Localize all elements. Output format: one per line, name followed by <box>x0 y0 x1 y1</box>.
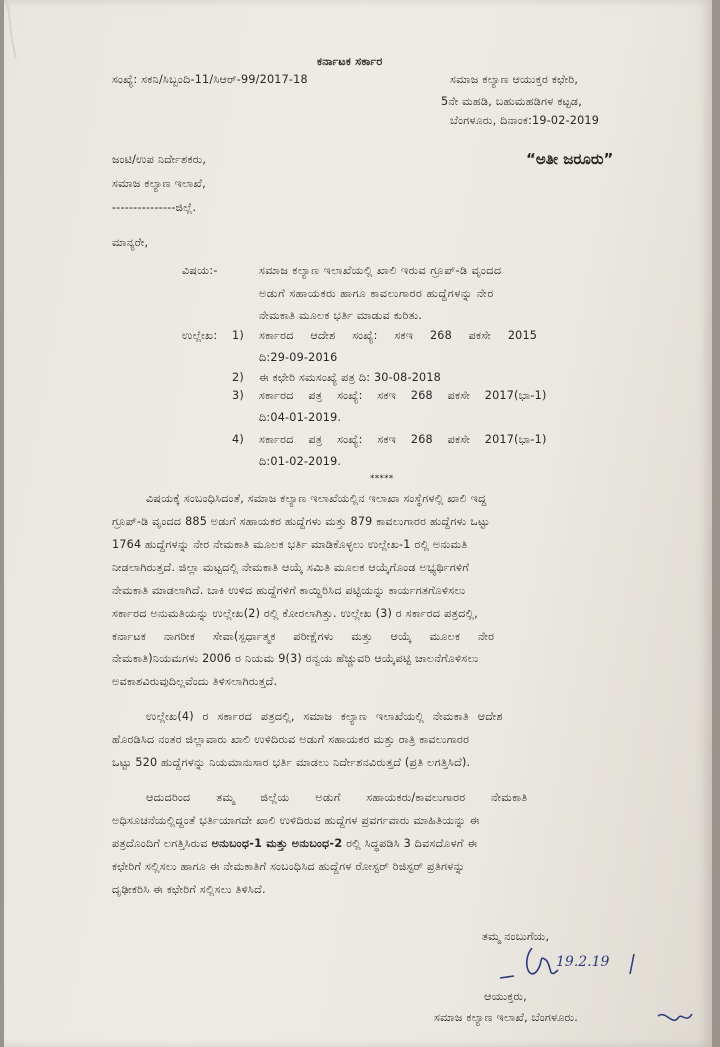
letter-date: ಬೆಂಗಳೂರು, ದಿನಾಂಕ:19-02-2019 <box>450 114 600 127</box>
urgent-label: “ಅತೀ ಜರೂರು” <box>526 150 614 168</box>
reference-num: 2) <box>232 371 244 384</box>
addressee-line2: ಸಮಾಜ ಕಲ್ಯಾಣ ಇಲಾಖೆ, <box>112 177 206 190</box>
handwritten-date: 19.2.19 <box>556 954 610 970</box>
references-label: ಉಲ್ಲೇಖ: <box>182 329 218 342</box>
reference-number: ಸಂಖ್ಯೆ: ಸಕನಿ/ಸಿಬ್ಬಂದಿ-11/ಸಿಆರ್-99/2017-18 <box>112 73 308 86</box>
para3-text: ಪತ್ರದೊಂದಿಗೆ ಲಗತ್ತಿಸಿರುವ <box>112 837 212 850</box>
para3-text: ರಲ್ಲಿ ಸಿದ್ಧಪಡಿಸಿ 3 ದಿವಸದೊಳಗೆ ಈ <box>342 837 478 850</box>
para3-line: ಕಛೇರಿಗೆ ಸಲ್ಲಿಸಲು ಹಾಗೂ ಈ ನೇಮಕಾತಿಗೆ ಸಂಬಂಧಿಸಿದ ಹುದ್ದೆಗಳ ರೋಸ್ಟರ್ ರಿಜಿಸ್ಟರ್ ಪ್ರತಿಗಳನ್ನು <box>112 860 466 873</box>
salutation: ಮಾನ್ಯರೇ, <box>112 236 149 249</box>
subject-line3: ನೇಮಕಾತಿ ಮೂಲಕ ಭರ್ತಿ ಮಾಡುವ ಕುರಿತು. <box>259 309 423 322</box>
reference-line: ಈ ಕಛೇರಿ ಸಮಸಂಖ್ಯೆ ಪತ್ರ ದಿ: 30-08-2018 <box>259 371 442 384</box>
initials-mark <box>656 1008 696 1028</box>
reference-num: 1) <box>232 329 244 342</box>
reference-date: ದಿ:29-09-2016 <box>259 351 338 364</box>
para1-line: ಅವಕಾಶವಿರುವುದಿಲ್ಲವೆಂದು ತಿಳಿಸಲಾಗಿರುತ್ತದೆ. <box>112 675 278 688</box>
designation: ಆಯುಕ್ತರು, <box>484 990 527 1003</box>
department: ಸಮಾಜ ಕಲ್ಯಾಣ ಇಲಾಖೆ, ಬೆಂಗಳೂರು. <box>434 1011 578 1024</box>
para3-line: ದೃಢೀಕರಿಸಿ ಈ ಕಛೇರಿಗೆ ಸಲ್ಲಿಸಲು ತಿಳಿಸಿದೆ. <box>112 883 266 896</box>
para1-line: ಗ್ರೂಪ್-ಡಿ ವೃಂದದ 885 ಅಡುಗೆ ಸಹಾಯಕರ ಹುದ್ದೆಗಳು ಮತ್ತು 879 ಕಾವಲುಗಾರರ ಹುದ್ದೆಗಳು ಒಟ್ಟು <box>112 515 490 528</box>
annexure-reference: ಅನುಬಂಧ-1 ಮತ್ತು ಅನುಬಂಧ-2 <box>211 837 343 850</box>
para1-line: ನೇಮಕಾತಿ)ನಿಯಮಗಳು 2006 ರ ನಿಯಮ 9(3) ರನ್ವಯ ಹೆಚ್ಚುವರಿ ಆಯ್ಕೆಪಟ್ಟಿ ಚಾಲನೆಗೊಳಿಸಲು <box>112 652 479 665</box>
para1-line: ಕರ್ನಾಟಕ ನಾಗರೀಕ ಸೇವಾ(ಸ್ಪರ್ಧಾತ್ಮಕ ಪರೀಕ್ಷೆಗಳು ಮತ್ತು ಆಯ್ಕೆ ಮೂಲಕ ನೇರ <box>112 630 495 643</box>
para3-line: ಅಧಿಸೂಚನೆಯಲ್ಲಿದ್ದಂತೆ ಭರ್ತಿಯಾಗದೇ ಖಾಲಿ ಉಳಿದಿರುವ ಹುದ್ದೆಗಳ ಪ್ರವರ್ಗವಾರು ಮಾಹಿತಿಯನ್ನು ಈ <box>112 814 480 827</box>
yours-faithfully: ತಮ್ಮ ನಂಬುಗೆಯ, <box>482 930 550 943</box>
reference-line: ಸರ್ಕಾರದ ಪತ್ರ ಸಂಖ್ಯೆ: ಸಕಇ 268 ಪಕಸೇ 2017(ಭಾ-1) <box>259 433 547 446</box>
para1-line: 1764 ಹುದ್ದೆಗಳನ್ನು ನೇರ ನೇಮಕಾತಿ ಮೂಲಕ ಭರ್ತಿ ಮಾಡಿಕೊಳ್ಳಲು ಉಲ್ಲೇಖ-1 ರಲ್ಲಿ ಅನುಮತಿ <box>112 538 468 551</box>
para1-line: ನೇಮಕಾತಿ ಮಾಡಲಾಗಿದೆ. ಬಾಕಿ ಉಳಿದ ಹುದ್ದೆಗಳಿಗೆ ಕಾಯ್ದಿರಿಸಿದ ಪಟ್ಟಿಯನ್ನು ಕಾರ್ಯಗತಗೊಳಿಸಲು <box>112 584 466 597</box>
letter-page <box>4 0 712 1047</box>
addressee-line1: ಜಂಟಿ/ಉಪ ನಿರ್ದೇಶಕರು, <box>112 153 207 166</box>
office-address-line2: 5ನೇ ಮಹಡಿ, ಬಹುಮಹಡಿಗಳ ಕಟ್ಟಡ, <box>441 95 582 108</box>
para2-line: ಉಲ್ಲೇಖ(4) ರ ಸರ್ಕಾರದ ಪತ್ರದಲ್ಲಿ, ಸಮಾಜ ಕಲ್ಯಾಣ ಇಲಾಖೆಯಲ್ಲಿ ನೇಮಕಾತಿ ಆದೇಶ <box>146 710 503 723</box>
office-address-line1: ಸಮಾಜ ಕಲ್ಯಾಣ ಆಯುಕ್ತರ ಕಛೇರಿ, <box>450 73 579 86</box>
subject-line2: ಅಡುಗೆ ಸಹಾಯಕರು ಹಾಗೂ ಕಾವಲುಗಾರರ ಹುದ್ದೆಗಳನ್ನು ನೇರ <box>259 287 494 300</box>
separator-stars: ***** <box>370 474 394 484</box>
para1-line: ನೀಡಲಾಗಿರುತ್ತದೆ. ಜಿಲ್ಲಾ ಮಟ್ಟದಲ್ಲಿ ನೇಮಕಾತಿ ಆಯ್ಕೆ ಸಮಿತಿ ಮೂಲಕ ಆಯ್ಕೆಗೊಂಡ ಅಭ್ಯರ್ಥಿಗಳಿಗೆ <box>112 561 469 574</box>
reference-line: ಸರ್ಕಾರದ ಆದೇಶ ಸಂಖ್ಯೆ: ಸಕಇ 268 ಪಕಸೇ 2015 <box>259 329 538 342</box>
government-title: ಕರ್ನಾಟಕ ಸರ್ಕಾರ <box>317 55 383 68</box>
subject-line1: ಸಮಾಜ ಕಲ್ಯಾಣ ಇಲಾಖೆಯಲ್ಲಿ ಖಾಲಿ ಇರುವ ಗ್ರೂಪ್-ಡಿ ವೃಂದದ <box>259 264 502 277</box>
reference-num: 4) <box>232 433 244 446</box>
reference-date: ದಿ:01-02-2019. <box>259 455 342 468</box>
binding-thread <box>4 0 20 60</box>
para2-line: ಒಟ್ಟು 520 ಹುದ್ದೆಗಳನ್ನು ನಿಯಮಾನುಸಾರ ಭರ್ತಿ ಮಾಡಲು ನಿರ್ದೇಶನವಿರುತ್ತದೆ (ಪ್ರತಿ ಲಗತ್ತಿಸಿದೆ). <box>112 756 471 769</box>
para2-line: ಹೊರಡಿಸಿದ ನಂತರ ಜಿಲ್ಲಾವಾರು ಖಾಲಿ ಉಳಿದಿರುವ ಅಡುಗೆ ಸಹಾಯಕರ ಮತ್ತು ರಾತ್ರಿ ಕಾವಲುಗಾರರ <box>112 733 470 746</box>
reference-num: 3) <box>232 389 244 402</box>
reference-date: ದಿ:04-01-2019. <box>259 411 342 424</box>
para1-line: ವಿಷಯಕ್ಕೆ ಸಂಬಂಧಿಸಿದಂತೆ, ಸಮಾಜ ಕಲ್ಯಾಣ ಇಲಾಖೆಯಲ್ಲಿನ ಇಲಾಖಾ ಸಂಸ್ಥೆಗಳಲ್ಲಿ ಖಾಲಿ ಇದ್ದ <box>146 492 487 505</box>
addressee-line3: ---------------ಜಿಲ್ಲೆ. <box>112 201 197 214</box>
reference-line: ಸರ್ಕಾರದ ಪತ್ರ ಸಂಖ್ಯೆ: ಸಕಇ 268 ಪಕಸೇ 2017(ಭಾ-1) <box>259 389 547 402</box>
subject-label: ವಿಷಯ:- <box>182 264 218 277</box>
para3-line <box>112 837 477 851</box>
para1-line: ಸರ್ಕಾರದ ಅನುಮತಿಯನ್ನು ಉಲ್ಲೇಖ(2) ರಲ್ಲಿ ಕೋರಲಾಗಿತ್ತು. ಉಲ್ಲೇಖ (3) ರ ಸರ್ಕಾರದ ಪತ್ರದಲ್ಲಿ, <box>112 607 478 620</box>
para3-line: ಆದುದರಿಂದ ತಮ್ಮ ಜಿಲ್ಲೆಯ ಅಡುಗೆ ಸಹಾಯಕರು/ಕಾವಲುಗಾರರ ನೇಮಕಾತಿ <box>146 791 528 804</box>
